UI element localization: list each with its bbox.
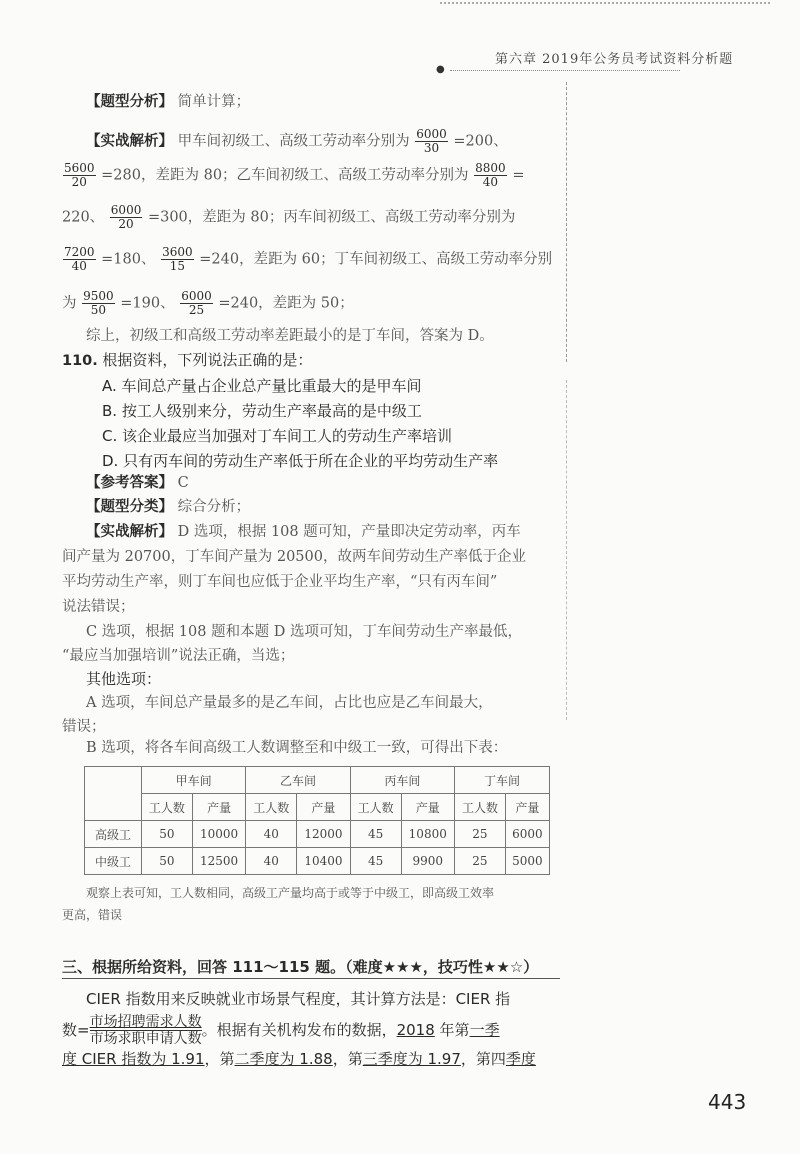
table-cell: 12500: [192, 848, 246, 875]
fraction: $\frac{5600}{20}$: [64, 161, 95, 189]
solution-text: =180、: [101, 251, 156, 268]
worker-output-table: [84, 766, 550, 875]
page-number: 443: [708, 1090, 747, 1114]
table-group-header: 乙车间: [246, 767, 350, 794]
table-subheader-row: [85, 794, 550, 821]
header-bullet-icon: ●: [436, 64, 445, 75]
q-solution-line-3: 平均劳动生产率，则丁车间也应低于企业平均生产率，“只有丙车间”: [62, 574, 498, 590]
table-cell: 10000: [192, 821, 246, 848]
solution-tag: 【实战解析】: [86, 133, 173, 150]
a-line-2: 错误；: [62, 719, 106, 735]
answer-value: C: [177, 475, 189, 491]
table-subheader: 工人数: [455, 794, 506, 821]
paragraph-text: 数=: [62, 1021, 90, 1039]
table-row: [85, 821, 550, 848]
solution-text: =240，差距为 60；丁车间初级工、高级工劳动率分别: [199, 251, 553, 268]
table-cell: 45: [350, 821, 401, 848]
fraction: $\frac{9500}{50}$: [83, 289, 114, 317]
option-c: C. 该企业最应当加强对丁车间工人的劳动生产率培训: [102, 427, 453, 445]
section-paragraph-line-2: [62, 1014, 500, 1047]
analysis-type-line: [86, 92, 250, 112]
fraction: $\frac{6000}{25}$: [181, 289, 212, 317]
table-note-line-2: 更高，错误: [62, 908, 123, 922]
table-cell: 50: [142, 821, 193, 848]
option-a: A. 车间总产量占企业总产量比重最大的是甲车间: [102, 377, 422, 395]
solution-text: =300，差距为 80；丙车间初级工、高级工劳动率分别为: [147, 209, 516, 226]
option-d: D. 只有丙车间的劳动生产率低于所在企业的平均劳动生产率: [102, 452, 499, 470]
fraction: $\frac{3600}{15}$: [162, 245, 193, 273]
paragraph-text: 二季度为 1.88: [234, 1050, 333, 1068]
q-solution-line-1: [86, 522, 521, 542]
section-rule: [62, 978, 560, 979]
solution-text: =280，差距为 80；乙车间初级工、高级工劳动率分别为: [101, 167, 469, 184]
paragraph-text: ，第四: [460, 1050, 506, 1068]
table-cell: 6000: [505, 821, 549, 848]
solution-text: =200、: [453, 133, 508, 150]
table-subheader: 产量: [192, 794, 246, 821]
a-line-1: A 选项，车间总产量最多的是乙车间，占比也应是乙车间最大，: [86, 695, 493, 711]
question-type-line: [86, 497, 250, 517]
solution-text: 甲车间初级工、高级工劳动率分别为: [177, 133, 410, 150]
paragraph-text: 年第: [434, 1021, 470, 1039]
answer-tag: 【参考答案】: [86, 475, 173, 491]
section-paragraph-line-1: CIER 指数用来反映就业市场景气程度，其计算方法是：CIER 指: [86, 990, 511, 1008]
paragraph-text: ，第: [332, 1050, 363, 1068]
paragraph-text: 2018: [396, 1021, 435, 1039]
answer-line: [86, 473, 189, 493]
fraction: $\frac{7200}{40}$: [64, 245, 95, 273]
q-solution-tag: 【实战解析】: [86, 524, 173, 540]
table-row: [85, 848, 550, 875]
table-cell: 25: [455, 821, 506, 848]
table-cell: 5000: [505, 848, 549, 875]
cier-formula: [90, 1014, 202, 1047]
section-paragraph-line-3: [62, 1048, 536, 1070]
solution-line-5: [62, 290, 354, 317]
solution-text: =240，差距为 50；: [218, 295, 354, 312]
paragraph-text: 季度: [505, 1050, 536, 1068]
table-group-header: 丁车间: [455, 767, 550, 794]
header-dotted-rule: [440, 2, 770, 4]
formula-denominator: 市场求职申请人数: [89, 1031, 202, 1047]
c-line-2: “最应当加强培训”说法正确，当选；: [62, 648, 295, 664]
table-group-header: 甲车间: [142, 767, 246, 794]
b-line: B 选项，将各车间高级工人数调整至和中级工一致，可得出下表：: [86, 740, 508, 756]
paragraph-text: ，第: [204, 1050, 235, 1068]
table-cell: 45: [350, 848, 401, 875]
table-subheader: 工人数: [246, 794, 297, 821]
table-cell: 9900: [401, 848, 455, 875]
row-label: 高级工: [85, 821, 142, 848]
paragraph-text: 度 CIER 指数为 1.91: [62, 1050, 205, 1068]
solution-summary: 综上，初级工和高级工劳动率差距最小的是丁车间，答案为 D。: [86, 328, 494, 344]
table-cell: 50: [142, 848, 193, 875]
table-cell: 10800: [401, 821, 455, 848]
margin-rule: [566, 82, 567, 362]
question-type-text: 综合分析；: [177, 499, 251, 515]
solution-line-3: [62, 204, 515, 231]
table-subheader: 产量: [401, 794, 455, 821]
fraction: $\frac{8800}{40}$: [475, 161, 506, 189]
solution-text: =190、: [120, 295, 175, 312]
table-cell: 40: [246, 821, 297, 848]
analysis-type-text: 简单计算；: [177, 94, 251, 110]
question-stem: [62, 350, 312, 371]
table-subheader: 产量: [297, 794, 351, 821]
header-dots: [450, 70, 680, 71]
paragraph-text: 。根据有关机构发布的数据，: [201, 1021, 397, 1039]
section-title: 三、根据所给资料，回答 111～115 题。（难度★★★，技巧性★★☆）: [62, 958, 539, 976]
c-line-1: C 选项，根据 108 题和本题 D 选项可知，丁车间劳动生产率最低，: [86, 624, 522, 640]
table-corner-cell: [85, 767, 142, 821]
question-text: 根据资料，下列说法正确的是：: [102, 351, 313, 369]
fraction: $\frac{6000}{20}$: [110, 203, 142, 231]
solution-text: 220、: [62, 209, 105, 226]
question-number: 110.: [62, 353, 98, 369]
table-cell: 25: [455, 848, 506, 875]
table-subheader: 工人数: [142, 794, 193, 821]
row-label: 中级工: [85, 848, 142, 875]
table-subheader: 产量: [505, 794, 549, 821]
solution-text: 为: [62, 295, 77, 312]
question-type-tag: 【题型分类】: [86, 499, 173, 515]
fraction: $\frac{6000}{30}$: [416, 127, 447, 155]
table-cell: 12000: [297, 821, 351, 848]
table-cell: 40: [246, 848, 297, 875]
running-header: 第六章 2019年公务员考试资料分析题: [495, 52, 734, 67]
q-solution-line-2: 间产量为 20700，丁车间产量为 20500，故两车间劳动生产率低于企业: [62, 549, 526, 565]
table-subheader: 工人数: [350, 794, 401, 821]
table-cell: 10400: [297, 848, 351, 875]
margin-rule: [566, 380, 567, 720]
paragraph-text: 三季度为 1.97: [362, 1050, 461, 1068]
q-solution-text: D 选项，根据 108 题可知，产量即决定劳动率，丙车: [177, 524, 521, 540]
solution-line-2: [62, 162, 524, 189]
table-note-line-1: 观察上表可知，工人数相同，高级工产量均高于或等于中级工，即高级工效率: [86, 886, 495, 900]
other-options-title: 其他选项：: [86, 670, 162, 688]
table-group-header-row: [85, 767, 550, 794]
solution-line-1: [86, 128, 508, 155]
formula-numerator: 市场招聘需求人数: [89, 1014, 202, 1030]
option-b: B. 按工人级别来分，劳动生产率最高的是中级工: [102, 402, 422, 420]
solution-line-4: [62, 246, 552, 273]
solution-text: =: [512, 167, 525, 184]
paragraph-text: 一季: [469, 1021, 500, 1039]
analysis-type-tag: 【题型分析】: [86, 94, 173, 110]
table-group-header: 丙车间: [350, 767, 454, 794]
q-solution-line-4: 说法错误；: [62, 599, 135, 615]
